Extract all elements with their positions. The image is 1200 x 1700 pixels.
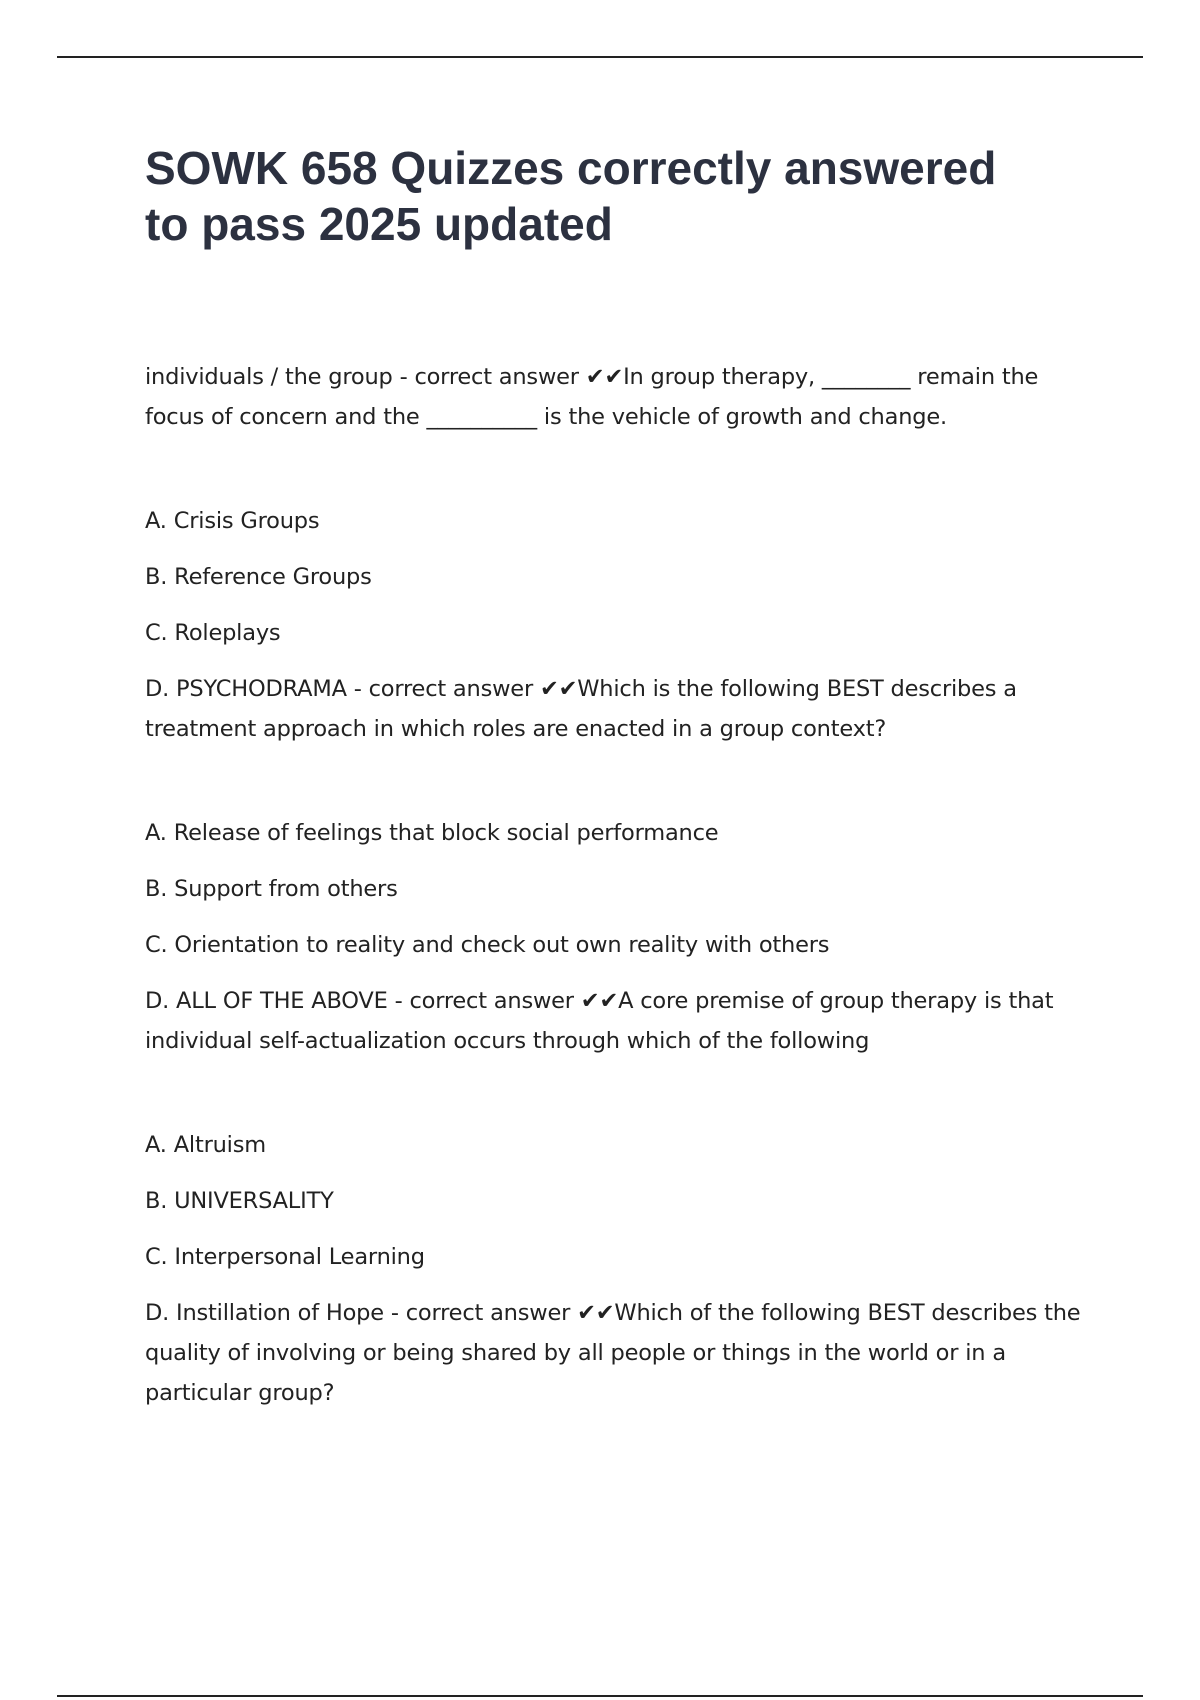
option-1a: A. Crisis Groups bbox=[145, 508, 320, 534]
option-list-1 bbox=[145, 501, 1095, 749]
option-2a: A. Release of feelings that block social performance bbox=[145, 820, 719, 846]
document-page bbox=[145, 140, 1095, 1413]
option-3a: A. Altruism bbox=[145, 1132, 266, 1158]
option-3c: C. Interpersonal Learning bbox=[145, 1244, 425, 1270]
option-list-2 bbox=[145, 813, 1095, 1061]
option-2c: C. Orientation to reality and check out own reality with others bbox=[145, 932, 830, 958]
option-3d: D. Instillation of Hope - correct answer ✔✔Which of the following BEST describes the quality of involving or being shared by all people or things in the world or in a particular group? bbox=[145, 1300, 1081, 1406]
option-list-3 bbox=[145, 1125, 1095, 1413]
option-2d: D. ALL OF THE ABOVE - correct answer ✔✔A core premise of group therapy is that individual self-actualization occurs through which of the following bbox=[145, 988, 1054, 1054]
title-line-2: to pass 2025 updated bbox=[145, 198, 613, 250]
option-2b: B. Support from others bbox=[145, 876, 398, 902]
top-rule bbox=[57, 56, 1143, 58]
option-1b: B. Reference Groups bbox=[145, 564, 372, 590]
question-1: individuals / the group - correct answer ✔✔In group therapy, ________ remain the focus of concern and the __________ is the vehicle of growth and change. bbox=[145, 364, 1039, 430]
option-1d: D. PSYCHODRAMA - correct answer ✔✔Which is the following BEST describes a treatment approach in which roles are enacted in a group context? bbox=[145, 676, 1017, 742]
document-body bbox=[145, 357, 1095, 1413]
option-3b: B. UNIVERSALITY bbox=[145, 1188, 334, 1214]
option-1c: C. Roleplays bbox=[145, 620, 281, 646]
bottom-rule bbox=[57, 1695, 1143, 1697]
title-line-1: SOWK 658 Quizzes correctly answered bbox=[145, 142, 997, 194]
document-title bbox=[145, 140, 1095, 252]
